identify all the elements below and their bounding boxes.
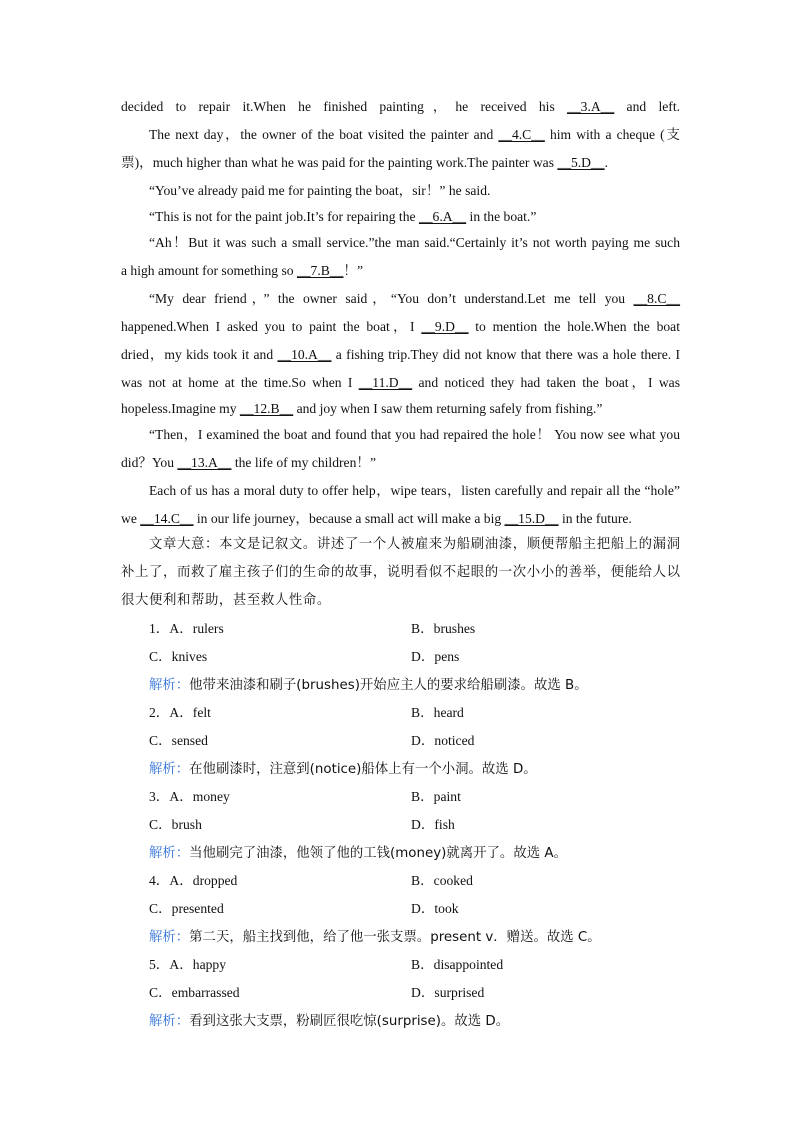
blank-6: __6.A__ — [418, 209, 467, 224]
question-5-row-ab: 5．A．happy B．disappointed — [149, 955, 680, 975]
blank-3: __3.A__ — [567, 99, 615, 114]
blank-15: __15.D__ — [504, 511, 559, 526]
summary-line-3: 很大便利和帮助，甚至救人性命。 — [121, 593, 331, 608]
blank-13: __13.A__ — [177, 455, 232, 470]
explanation-4: 解析：第二天，船主找到他，给了他一张支票。present v．赠送。故选 C。 — [149, 930, 601, 945]
explanation-label: 解析： — [149, 930, 190, 945]
passage-line-7: a high amount for something so __7.B__！” — [121, 263, 364, 278]
passage-line-4: “You’ve already paid me for painting the boat，sir！” he said. — [149, 183, 491, 198]
option-1b: B．brushes — [411, 621, 476, 636]
option-2c: C．sensed — [149, 733, 208, 748]
option-4a: A．dropped — [169, 873, 238, 888]
passage-line-15: Each of us has a moral duty to offer help，wipe tears，listen carefully and repair all the “hole” — [149, 483, 680, 498]
question-2-row-ab: 2．A．felt B．heard — [149, 703, 680, 723]
passage-line-8: “My dear friend，” the owner said，“You don’t understand.Let me tell you __8.C__ — [149, 291, 680, 306]
explanation-2: 解析：在他刷漆时，注意到(notice)船体上有一个小洞。故选 D。 — [149, 762, 537, 777]
passage-line-10: dried，my kids took it and __10.A__ a fishing trip.They did not know that there was a hole there. I — [121, 347, 680, 362]
passage-line-5: “This is not for the paint job.It’s for repairing the __6.A__ in the boat.” — [149, 209, 537, 224]
option-2b: B．heard — [411, 705, 464, 720]
blank-12: __12.B__ — [239, 401, 294, 416]
passage-line-3: 票)，much higher than what he was paid for the painting work.The painter was __5.D__. — [121, 155, 608, 170]
explanation-label: 解析： — [149, 1014, 190, 1029]
passage-line-1: decided to repair it.When he finished painting，he received his __3.A__ and left. — [121, 99, 681, 114]
option-3b: B．paint — [411, 789, 461, 804]
option-5d: D．surprised — [411, 985, 485, 1000]
passage-line-13: “Then，I examined the boat and found that you had repaired the hole！ You now see what you — [149, 427, 680, 442]
blank-4: __4.C__ — [498, 127, 545, 142]
option-3c: C．brush — [149, 817, 202, 832]
question-1-row-cd — [149, 647, 680, 667]
explanation-label: 解析： — [149, 678, 190, 693]
question-5-row-cd — [149, 983, 680, 1003]
option-5b: B．disappointed — [411, 957, 504, 972]
option-1c: C．knives — [149, 649, 208, 664]
option-4d: D．took — [411, 901, 459, 916]
summary-line-1: 文章大意：本文是记叙文。讲述了一个人被雇来为船刷油漆，顺便帮船主把船上的漏洞 — [149, 537, 681, 552]
explanation-3: 解析：当他刷完了油漆，他领了他的工钱(money)就离开了。故选 A。 — [149, 846, 567, 861]
passage-line-11: was not at home at the time.So when I __11.D__ and noticed they had taken the boat，I was — [121, 375, 680, 390]
blank-9: __9.D__ — [421, 319, 469, 334]
blank-10: __10.A__ — [277, 347, 332, 362]
summary-line-2: 补上了，而救了雇主孩子们的生命的故事，说明看似不起眼的一次小小的善举，便能给人以 — [121, 565, 681, 580]
explanation-label: 解析： — [149, 846, 190, 861]
explanation-5: 解析：看到这张大支票，粉刷匠很吃惊(surprise)。故选 D。 — [149, 1014, 510, 1029]
passage-line-16: we __14.C__ in our life journey，because a small act will make a big __15.D__ in the future. — [121, 511, 632, 526]
option-4c: C．presented — [149, 901, 224, 916]
blank-5: __5.D__ — [557, 155, 605, 170]
passage-line-6: “Ah！But it was such a small service.”the man said.“Certainly it’s not worth paying me such — [149, 235, 680, 250]
passage-line-12: hopeless.Imagine my __12.B__ and joy when I saw them returning safely from fishing.” — [121, 401, 603, 416]
option-3d: D．fish — [411, 817, 455, 832]
question-4-row-ab: 4．A．dropped B．cooked — [149, 871, 680, 891]
explanation-1: 解析：他带来油漆和刷子(brushes)开始应主人的要求给船刷漆。故选 B。 — [149, 678, 588, 693]
question-2-row-cd — [149, 731, 680, 751]
question-4-row-cd — [149, 899, 680, 919]
blank-8: __8.C__ — [633, 291, 680, 306]
option-4b: B．cooked — [411, 873, 473, 888]
option-3a: A．money — [169, 789, 230, 804]
blank-7: __7.B__ — [296, 263, 344, 278]
explanation-label: 解析： — [149, 762, 190, 777]
question-1-row-ab: 1．A．rulers B．brushes — [149, 619, 680, 639]
blank-11: __11.D__ — [358, 375, 413, 390]
question-3-row-ab: 3．A．money B．paint — [149, 787, 680, 807]
question-3-row-cd — [149, 815, 680, 835]
option-5c: C．embarrassed — [149, 985, 240, 1000]
blank-14: __14.C__ — [140, 511, 194, 526]
passage-line-2: The next day，the owner of the boat visited the painter and __4.C__ him with a cheque (支 — [149, 127, 680, 142]
passage-line-14: did？You __13.A__ the life of my children！” — [121, 455, 376, 470]
option-2d: D．noticed — [411, 733, 475, 748]
option-1a: A．rulers — [169, 621, 224, 636]
option-1d: D．pens — [411, 649, 460, 664]
option-2a: A．felt — [169, 705, 211, 720]
passage-line-9: happened.When I asked you to paint the boat，I __9.D__ to mention the hole.When the boat — [121, 319, 680, 334]
option-5a: A．happy — [169, 957, 227, 972]
